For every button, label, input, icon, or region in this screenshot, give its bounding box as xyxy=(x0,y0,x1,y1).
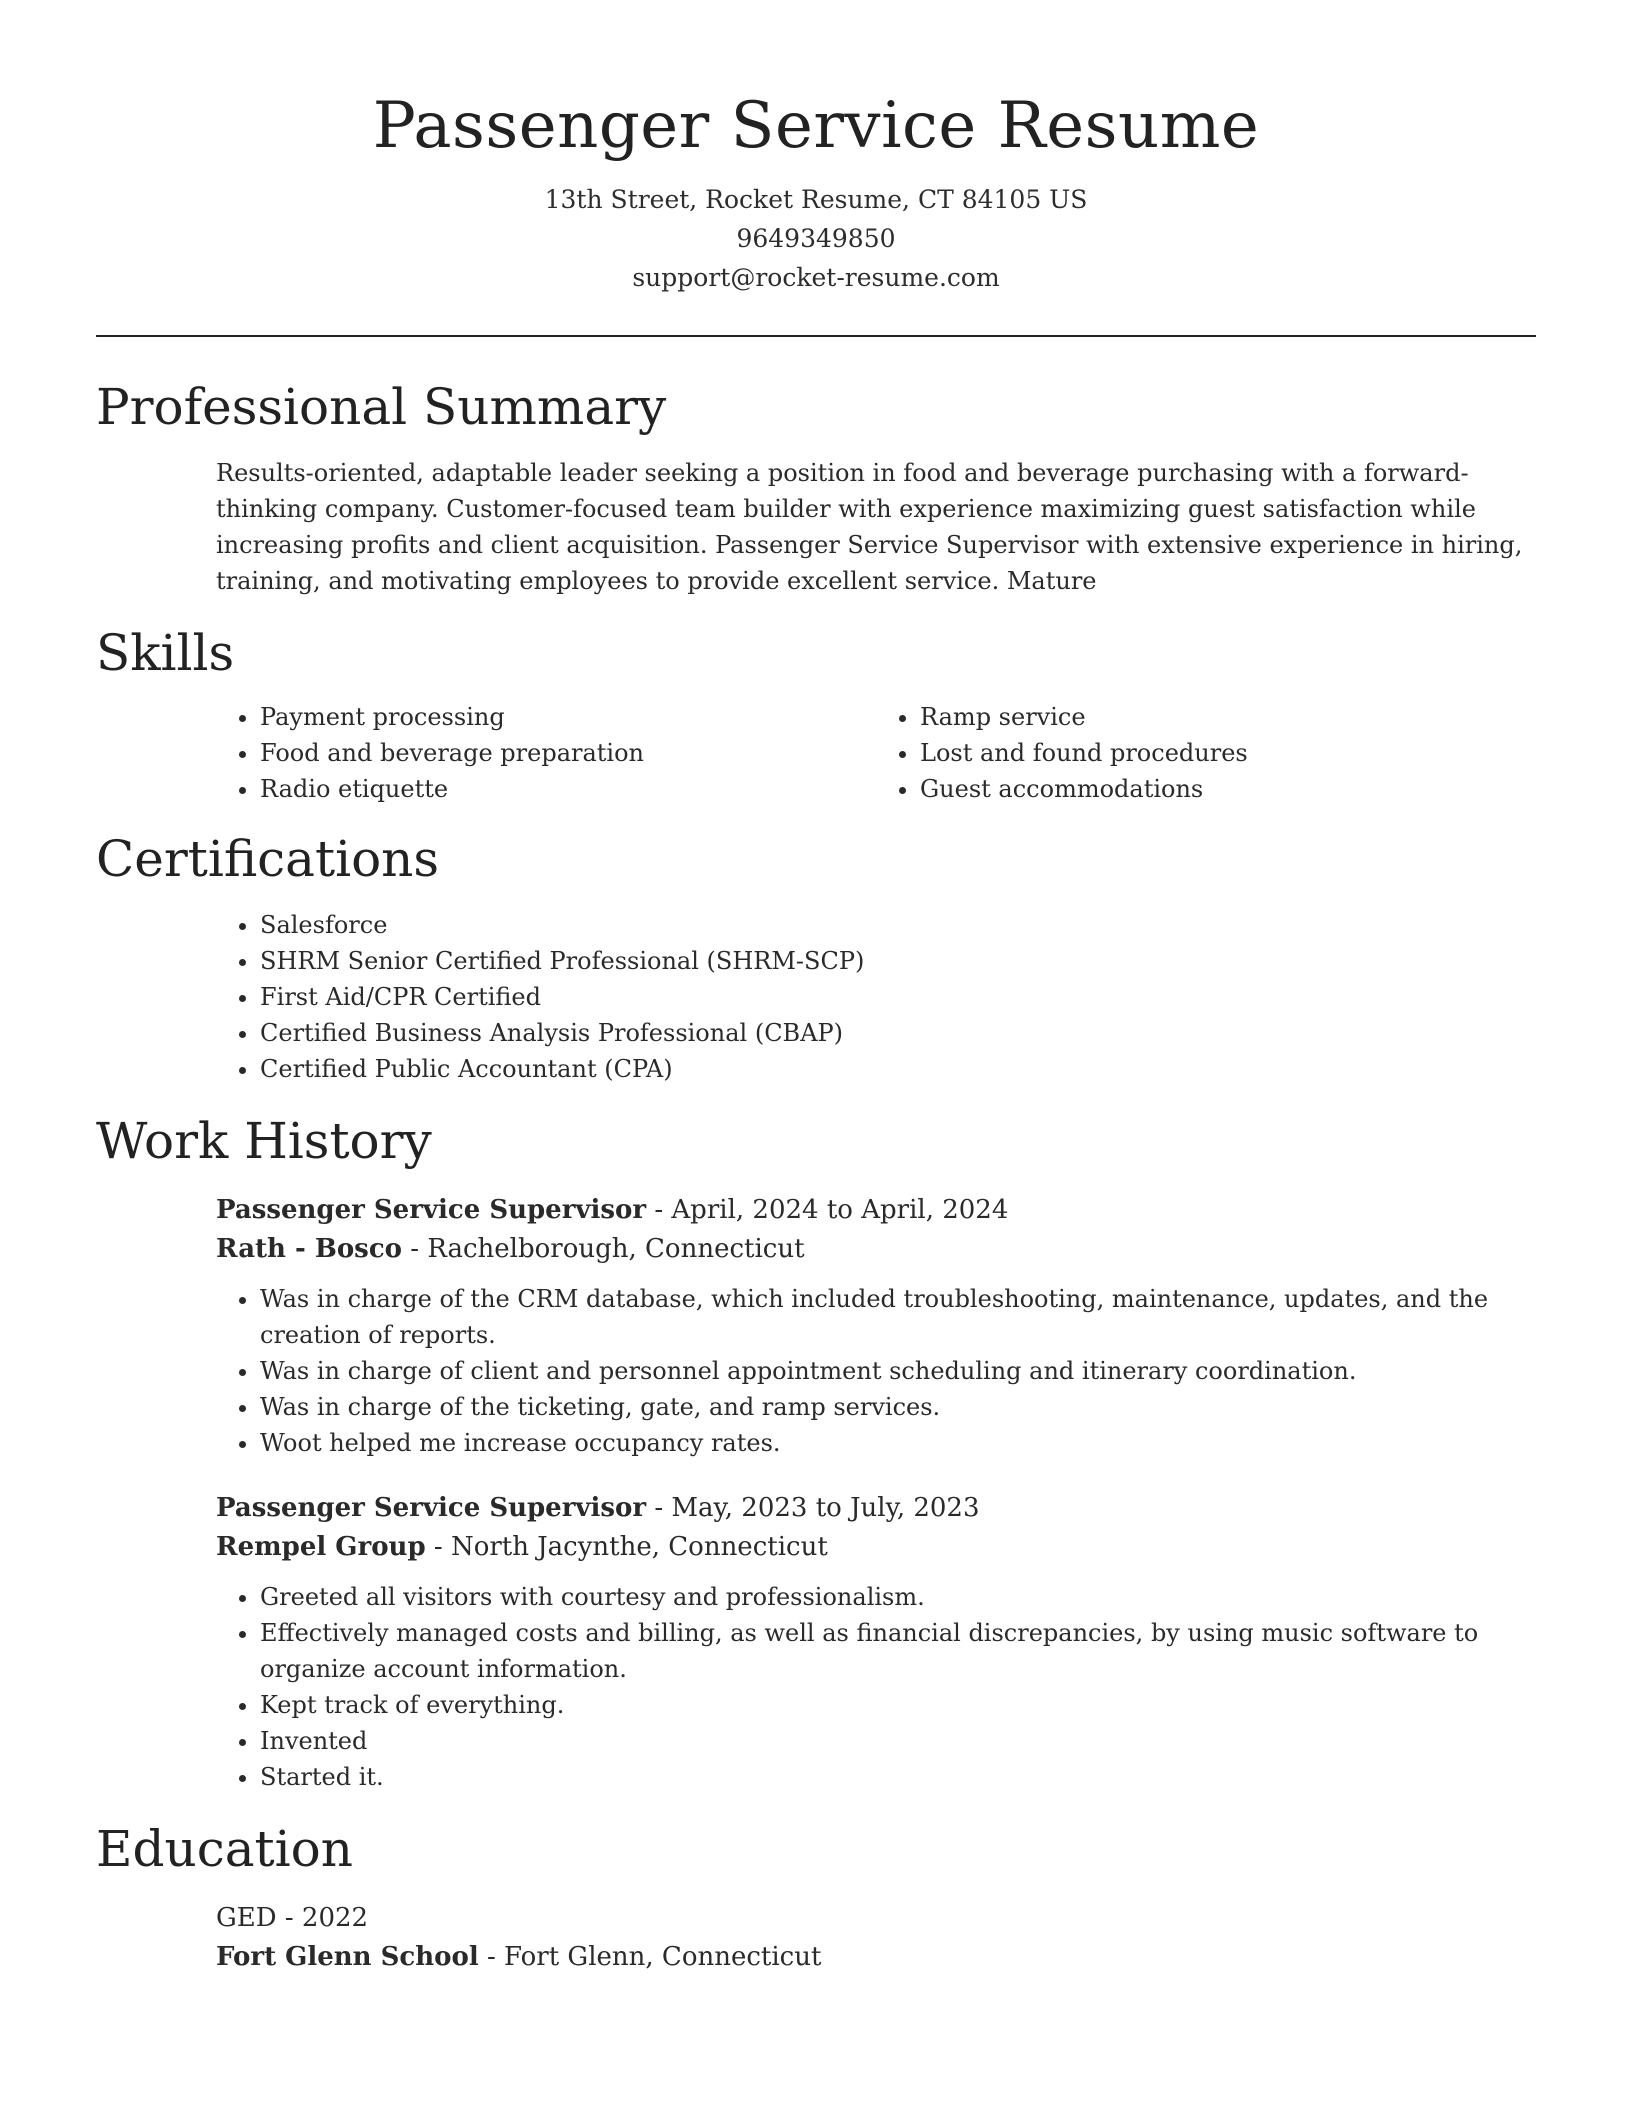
job-entry xyxy=(216,1191,1536,1461)
contact-block xyxy=(96,180,1536,297)
work-history-heading: Work History xyxy=(96,1112,432,1170)
certifications-body xyxy=(216,907,1536,1087)
certifications-heading: Certifications xyxy=(96,830,440,888)
resume-title: Passenger Service Resume xyxy=(372,89,1260,163)
job-bullets xyxy=(216,1579,1536,1795)
job-dates: - May, 2023 to July, 2023 xyxy=(646,1493,980,1523)
job-company-line xyxy=(216,1528,1536,1567)
certifications-section xyxy=(96,829,1536,1087)
job-location: - Rachelborough, Connecticut xyxy=(402,1234,805,1264)
skills-grid xyxy=(216,699,1536,807)
certification-item: • Salesforce xyxy=(260,907,1536,943)
skill-item: • Guest accommodations xyxy=(920,771,1536,807)
education-section xyxy=(96,1819,1536,1977)
certifications-list xyxy=(216,907,1536,1087)
education-school: Fort Glenn School xyxy=(216,1942,479,1972)
job-bullet: • Was in charge of the ticketing, gate, and ramp services. xyxy=(260,1389,1536,1425)
skill-item: • Ramp service xyxy=(920,699,1536,735)
job-role: Passenger Service Supervisor xyxy=(216,1493,647,1523)
job-bullet: • Invented xyxy=(260,1723,1536,1759)
job-bullet: • Kept track of everything. xyxy=(260,1687,1536,1723)
summary-body xyxy=(216,455,1536,599)
skills-list-left xyxy=(216,699,876,807)
certification-item: • First Aid/CPR Certified xyxy=(260,979,1536,1015)
job-bullet: • Woot helped me increase occupancy rates. xyxy=(260,1425,1536,1461)
education-year: - 2022 xyxy=(276,1903,369,1933)
job-bullet: • Greeted all visitors with courtesy and professionalism. xyxy=(260,1579,1536,1615)
work-history-section xyxy=(96,1111,1536,1795)
summary-text: Results-oriented, adaptable leader seeking a position in food and beverage purchasing with a forward-thinking company. Customer-focused team builder with experience maximizing guest satisfaction while increasing profits and client acquisition. Passenger Service Supervisor with extensive experience in hiring, training, and motivating employees to provide excellent service. Mature xyxy=(216,459,1523,595)
education-body xyxy=(216,1899,1536,1977)
job-bullet: • Started it. xyxy=(260,1759,1536,1795)
certification-item: • Certified Business Analysis Professional (CBAP) xyxy=(260,1015,1536,1051)
contact-phone: 9649349850 xyxy=(736,224,896,253)
job-bullet: • Was in charge of client and personnel appointment scheduling and itinerary coordination. xyxy=(260,1353,1536,1389)
summary-heading: Professional Summary xyxy=(96,378,667,436)
skills-section xyxy=(96,623,1536,807)
job-bullet: • Effectively managed costs and billing, as well as financial discrepancies, by using music software to organize account information. xyxy=(260,1615,1536,1687)
job-company: Rempel Group xyxy=(216,1532,426,1562)
skills-list-right xyxy=(876,699,1536,807)
job-title-line xyxy=(216,1191,1536,1230)
job-title-line xyxy=(216,1489,1536,1528)
education-degree-line xyxy=(216,1899,1536,1938)
skill-item: • Payment processing xyxy=(260,699,876,735)
resume-header xyxy=(96,0,1536,297)
job-role: Passenger Service Supervisor xyxy=(216,1195,647,1225)
job-company-line xyxy=(216,1230,1536,1269)
job-location: - North Jacynthe, Connecticut xyxy=(425,1532,828,1562)
education-degree: GED xyxy=(216,1903,277,1933)
skill-item: • Lost and found procedures xyxy=(920,735,1536,771)
job-entry xyxy=(216,1489,1536,1795)
job-company: Rath - Bosco xyxy=(216,1234,402,1264)
certification-item: • SHRM Senior Certified Professional (SHRM-SCP) xyxy=(260,943,1536,979)
job-dates: - April, 2024 to April, 2024 xyxy=(646,1195,1009,1225)
education-school-line xyxy=(216,1938,1536,1977)
certification-item: • Certified Public Accountant (CPA) xyxy=(260,1051,1536,1087)
education-heading: Education xyxy=(96,1820,353,1878)
job-bullet: • Was in charge of the CRM database, which included troubleshooting, maintenance, updates, and the creation of reports. xyxy=(260,1281,1536,1353)
skills-heading: Skills xyxy=(96,624,235,682)
work-history-body xyxy=(216,1191,1536,1795)
contact-email: support@rocket-resume.com xyxy=(632,263,1000,292)
skill-item: • Food and beverage preparation xyxy=(260,735,876,771)
header-divider xyxy=(96,335,1536,337)
skill-item: • Radio etiquette xyxy=(260,771,876,807)
contact-address: 13th Street, Rocket Resume, CT 84105 US xyxy=(544,185,1088,214)
summary-section xyxy=(96,377,1536,599)
education-location: - Fort Glenn, Connecticut xyxy=(478,1942,822,1972)
job-bullets xyxy=(216,1281,1536,1461)
